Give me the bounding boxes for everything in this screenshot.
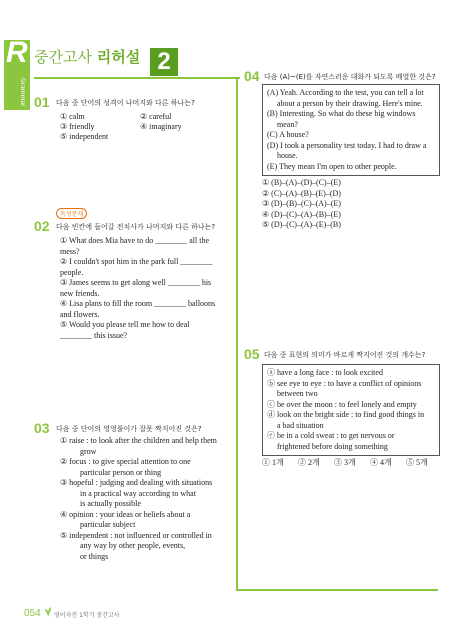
q2-line: ④ Lisa plans to fill the room ________ balloons [60, 299, 216, 308]
q2-options [60, 236, 215, 341]
q5-box-line: a bad situation [267, 420, 324, 430]
q3-line: particular subject [60, 520, 136, 529]
q4-box-line: mean? [267, 119, 298, 129]
q2-line: mess? [60, 246, 80, 256]
q1-option-1: ① calm [60, 112, 85, 121]
q4-box-line: house. [267, 151, 298, 160]
q4-box-line: (E) They mean I'm open to other people. [267, 161, 397, 171]
q3-line: ① raise : to look after the children and help them [60, 436, 217, 445]
q4-box-line: (B) Interesting. So what do these big windows [267, 109, 416, 118]
q1-option-5: ⑤ independent [60, 132, 109, 141]
header-rule [34, 77, 240, 79]
q5-box-line: ⓐ have a long face : to look excited [267, 368, 383, 377]
q2-line: ① What does Mia have to do ________ all the [60, 236, 209, 245]
leaf-icon [44, 606, 52, 618]
q2-line: people. [60, 267, 84, 277]
q5-option-4: ④ 4개 [370, 458, 392, 467]
title-bold: 리허설 [96, 48, 141, 66]
section-number-badge: 2 [150, 48, 178, 76]
q3-line: ④ opinion : your ideas or beliefs about a [60, 509, 191, 519]
footer-subtitle: 영어자전 1학기 중간고사 [54, 612, 120, 619]
page-title [34, 46, 140, 67]
q4-text: 다음 (A)~(E)를 자연스러운 대화가 되도록 배열한 것은? [264, 73, 436, 81]
q3-options [60, 436, 217, 562]
header-vertical-text: Grammar [19, 78, 26, 107]
header-r-letter: R [6, 36, 28, 69]
q5-box-line: between two [267, 389, 318, 398]
q2-text: 다음 빈칸에 들어갈 전치사가 나머지와 다른 하나는? [56, 223, 216, 231]
q5-option-5: ⑤ 5개 [406, 458, 428, 467]
q3-line: particular person or thing [60, 467, 162, 477]
q5-box-line: frightened before doing something [267, 441, 388, 451]
q3-text: 다음 중 단어의 영영풀이가 잘못 짝지어진 것은? [56, 425, 202, 433]
q4-option-5: ⑤ (D)–(C)–(A)–(E)–(B) [262, 220, 341, 229]
q5-box-line: ⓓ look on the bright side : to find good things in [267, 410, 425, 419]
q5-expression-box [262, 364, 440, 456]
q4-box-line: (D) I took a personality test today. I had to draw a [267, 140, 427, 150]
q2-line: ________ this issue? [60, 330, 128, 340]
q4-number: 04 [244, 68, 260, 84]
q4-options [262, 178, 341, 231]
q1-text: 다음 중 단어의 성격이 나머지와 다른 하나는? [56, 99, 195, 107]
bottom-rule [236, 589, 438, 591]
q5-number: 05 [244, 346, 260, 362]
q5-box-line: ⓔ be in a cold sweat : to get nervous or [267, 431, 395, 440]
q2-line: new friends. [60, 288, 100, 298]
q5-box-line: ⓒ be over the moon : to feel lonely and empty [267, 399, 417, 409]
q2-line: and flowers. [60, 309, 100, 319]
q2-badge: 독성문제 [56, 208, 87, 219]
column-divider [236, 77, 238, 589]
q3-line: ② focus : to give special attention to one [60, 457, 191, 466]
q3-line: or things [60, 551, 109, 561]
q4-dialogue-box [262, 84, 440, 176]
q1-option-2: ② careful [140, 112, 172, 121]
q3-number: 03 [34, 420, 50, 436]
q3-line: grow [60, 446, 97, 456]
q3-line: in a practical way according to what [60, 488, 196, 498]
q3-line: ⑤ independent : not influenced or controlled in [60, 530, 212, 540]
q4-option-1: ① (B)–(A)–(D)–(C)–(E) [262, 178, 341, 187]
q1-number: 01 [34, 94, 50, 110]
q5-box-content [267, 368, 424, 452]
q5-option-3: ③ 3개 [334, 458, 356, 467]
q4-box-line: (C) A house? [267, 130, 309, 139]
q4-box-line: (A) Yeah. According to the test, you can tell a lot [267, 88, 424, 97]
q5-option-2: ② 2개 [298, 458, 320, 467]
q2-line: ② I couldn't spot him in the park full ________ [60, 257, 213, 266]
q1-option-3: ③ friendly [60, 122, 95, 131]
q5-option-1: ① 1개 [262, 458, 284, 467]
q5-box-line: ⓑ see eye to eye : to have a conflict of opinions [267, 378, 422, 388]
page-number: 054 [24, 608, 41, 619]
q4-box-line: about a person by their drawing. Here's mine. [267, 98, 423, 108]
q4-option-4: ④ (D)–(C)–(A)–(B)–(E) [262, 209, 341, 219]
q3-line: is actually possible [60, 499, 141, 508]
q4-option-2: ② (C)–(A)–(B)–(E)–(D) [262, 188, 341, 198]
q2-number: 02 [34, 218, 50, 234]
title-pre: 중간고사 [34, 48, 97, 66]
q2-line: ③ James seems to get along well ________ his [60, 278, 212, 287]
q4-box-content [267, 88, 426, 172]
q3-line: any way by other people, events, [60, 541, 186, 550]
q5-text: 다음 중 표현의 의미가 바르게 짝지어진 것의 개수는? [264, 351, 426, 359]
q4-option-3: ③ (D)–(B)–(C)–(A)–(E) [262, 199, 341, 208]
q2-line: ⑤ Would you please tell me how to deal [60, 320, 190, 329]
q1-option-4: ④ imaginary [140, 122, 182, 131]
q3-line: ③ hopeful : judging and dealing with situations [60, 478, 213, 487]
